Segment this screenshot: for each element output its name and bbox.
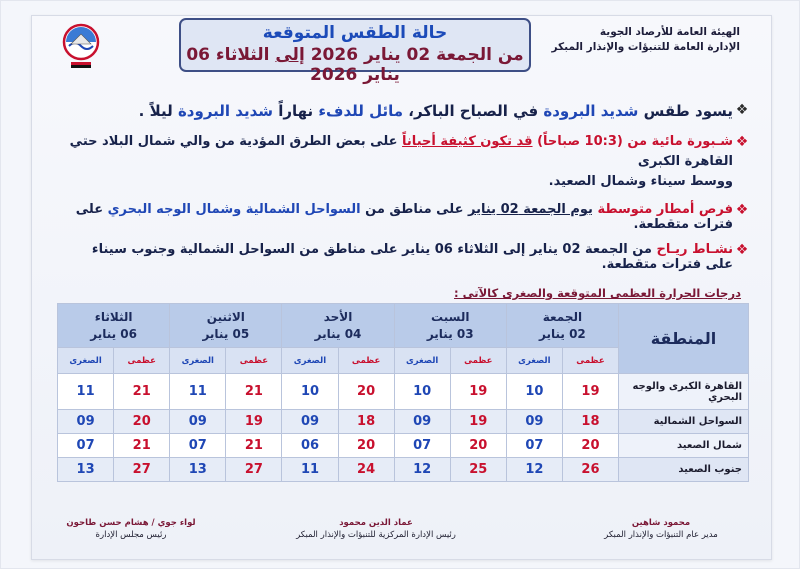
max-temp-cell: 25 [450,458,506,482]
min-temp-cell: 09 [282,410,338,434]
table-row [58,374,749,410]
min-label: الصغرى [170,348,226,374]
diamond-bullet-icon: ❖ [735,102,749,118]
region-cell: شمال الصعيد [619,434,749,458]
max-temp-cell: 20 [450,434,506,458]
diamond-bullet-icon: ❖ [735,134,749,150]
min-label: الصغرى [58,348,114,374]
min-temp-cell: 10 [282,374,338,410]
signature-forecast-director: محمود شاهين مدير عام التنبؤات والإنذار المبكر [604,518,718,540]
max-temp-cell: 19 [450,410,506,434]
signature-central-admin-head: عماد الدين محمود رئيس الإدارة المركزية للتنبؤات والإنذار المبكر [296,518,456,540]
signature-chairman: لواء جوي / هشام حسن طاحون رئيس مجلس الإدارة [66,518,196,540]
max-temp-cell: 20 [114,410,170,434]
max-temp-cell: 20 [562,434,618,458]
min-temp-cell: 06 [282,434,338,458]
max-temp-cell: 21 [226,374,282,410]
min-temp-cell: 07 [394,434,450,458]
max-temp-cell: 21 [114,434,170,458]
max-temp-cell: 18 [338,410,394,434]
forecast-title: حالة الطقس المتوقعة [262,23,448,43]
min-label: الصغرى [282,348,338,374]
min-temp-cell: 10 [506,374,562,410]
max-label: عظمى [450,348,506,374]
min-temp-cell: 11 [58,374,114,410]
min-label: الصغرى [394,348,450,374]
diamond-bullet-icon: ❖ [735,202,749,218]
max-temp-cell: 21 [226,434,282,458]
max-temp-cell: 24 [338,458,394,482]
table-header-row [58,304,749,348]
min-temp-cell: 11 [170,374,226,410]
min-temp-cell: 11 [282,458,338,482]
temperature-table [57,303,749,482]
day-header: الثلاثاء 06 يناير [58,304,170,348]
region-cell: جنوب الصعيد [619,458,749,482]
min-temp-cell: 12 [394,458,450,482]
period-to: إلى [275,45,305,65]
min-temp-cell: 09 [58,410,114,434]
min-temp-cell: 07 [506,434,562,458]
min-temp-cell: 10 [394,374,450,410]
day-header: السبت 03 يناير [394,304,506,348]
bullet-wind: ❖ نشـاط ريـاح من الجمعة 02 يناير إلى الثلاثاء 06 يناير على مناطق من السواحل الشمالية وجنوب سيناء على فترات متقطعة. [61,242,751,272]
diamond-bullet-icon: ❖ [735,242,749,258]
forecast-bullets [61,102,751,272]
min-temp-cell: 13 [170,458,226,482]
egyptian-meteorological-authority-logo [61,22,101,70]
min-temp-cell: 09 [506,410,562,434]
max-label: عظمى [338,348,394,374]
min-temp-cell: 13 [58,458,114,482]
max-temp-cell: 19 [450,374,506,410]
table-row [58,458,749,482]
day-header: الاثنين 05 يناير [170,304,282,348]
max-temp-cell: 21 [114,374,170,410]
table-row [58,410,749,434]
max-temp-cell: 18 [562,410,618,434]
min-temp-cell: 07 [170,434,226,458]
max-temp-cell: 19 [226,410,282,434]
bullet-general-weather: ❖ يسود طقس شديد البرودة في الصباح الباكر، مائل للدفء نهاراً شديد البرودة ليلاً . [61,102,751,120]
day-header: الجمعة 02 يناير [506,304,618,348]
max-label: عظمى [114,348,170,374]
temperatures-heading: درجات الحرارة العظمى المتوقعة والصغرى كالآتى : [454,286,741,300]
agency-name: الهيئة العامة للأرصاد الجوية الإدارة العامة للتنبؤات والإنذار المبكر [551,26,740,53]
day-header: الأحد 04 يناير [282,304,394,348]
min-temp-cell: 09 [170,410,226,434]
region-cell: القاهرة الكبرى والوجه البحري [619,374,749,410]
forecast-period: من الجمعة 02 يناير 2026 إلى الثلاثاء 06 يناير 2026 [186,45,524,85]
min-temp-cell: 07 [58,434,114,458]
max-label: عظمى [226,348,282,374]
region-cell: السواحل الشمالية [619,410,749,434]
min-temp-cell: 09 [394,410,450,434]
forecast-title-box [179,18,531,85]
bullet-fog: ❖ شـبورة مائية من (10:3 صباحاً) قد تكون كثيفة أحياناً على بعض الطرق المؤدية من والي شمال البلاد حتي القاهرة الكبرى ووسط سيناء وشمال الصعيد. [61,132,751,192]
bullet-rain: ❖ فرص أمطار متوسطة يوم الجمعة 02 يناير على مناطق من السواحل الشمالية وشمال الوجه البحري على فترات متقطعة. [61,202,751,232]
region-column-header: المنطقة [619,304,749,374]
max-temp-cell: 20 [338,374,394,410]
table-row [58,434,749,458]
min-label: الصغرى [506,348,562,374]
max-temp-cell: 27 [114,458,170,482]
max-temp-cell: 27 [226,458,282,482]
max-temp-cell: 26 [562,458,618,482]
max-temp-cell: 19 [562,374,618,410]
min-temp-cell: 12 [506,458,562,482]
max-temp-cell: 20 [338,434,394,458]
max-label: عظمى [562,348,618,374]
